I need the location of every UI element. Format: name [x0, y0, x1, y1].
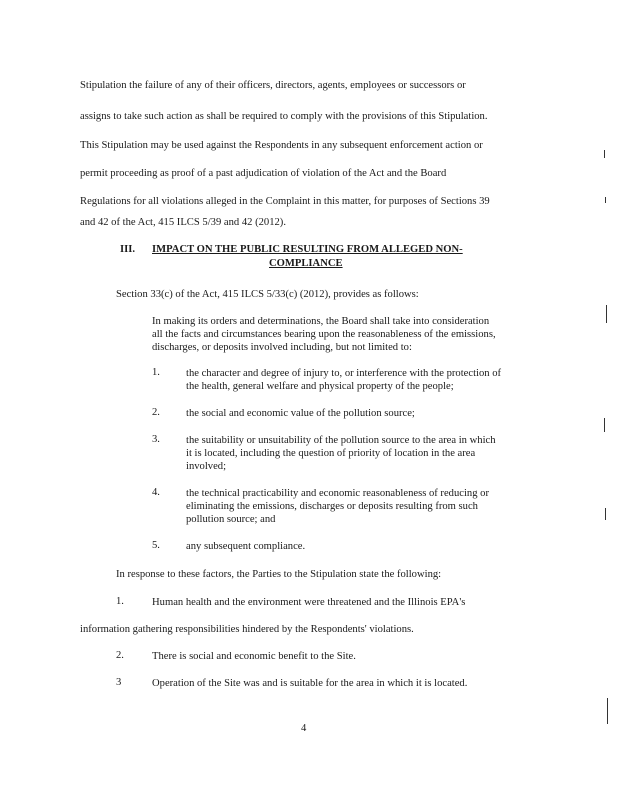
- response-number: 1.: [116, 596, 124, 607]
- response-number: 2.: [116, 650, 124, 661]
- quote-line: In making its orders and determinations, the Board shall take into consideration: [152, 316, 490, 327]
- factor-number: 3.: [152, 434, 160, 445]
- response-line: Operation of the Site was and is suitable for the area in which it is located.: [152, 678, 468, 689]
- factor-line: the health, general welfare and physical property of the people;: [186, 381, 454, 392]
- factor-line: the social and economic value of the pollution source;: [186, 408, 415, 419]
- section-title: IMPACT ON THE PUBLIC RESULTING FROM ALLEGED NON-: [152, 244, 463, 255]
- response-line: Human health and the environment were threatened and the Illinois EPA's: [152, 597, 466, 608]
- factor-line: it is located, including the question of priority of location in the area: [186, 448, 476, 459]
- margin-mark: [604, 418, 605, 432]
- paragraph-line: permit proceeding as proof of a past adjudication of violation of the Act and the Board: [80, 168, 447, 179]
- margin-mark: [605, 508, 606, 520]
- margin-mark: [605, 197, 606, 203]
- quote-line: discharges, or deposits involved including, but not limited to:: [152, 342, 412, 353]
- paragraph-line: and 42 of the Act, 415 ILCS 5/39 and 42 (2012).: [80, 217, 286, 228]
- factor-line: the technical practicability and economic reasonableness of reducing or: [186, 488, 489, 499]
- section-title-cont: COMPLIANCE: [269, 258, 343, 269]
- margin-mark: [606, 305, 607, 323]
- paragraph-line: assigns to take such action as shall be required to comply with the provisions of this Stipulation.: [80, 111, 488, 122]
- response-intro: In response to these factors, the Parties to the Stipulation state the following:: [116, 569, 442, 580]
- factor-number: 5.: [152, 540, 160, 551]
- factor-line: the character and degree of injury to, or interference with the protection of: [186, 368, 502, 379]
- factor-line: any subsequent compliance.: [186, 541, 306, 552]
- factor-number: 2.: [152, 407, 160, 418]
- factor-number: 1.: [152, 367, 160, 378]
- factor-line: pollution source; and: [186, 514, 276, 525]
- paragraph-line: Stipulation the failure of any of their officers, directors, agents, employees or successors or: [80, 80, 466, 91]
- response-line: There is social and economic benefit to the Site.: [152, 651, 356, 662]
- response-number: 3: [116, 677, 122, 688]
- paragraph-line: Regulations for all violations alleged in the Complaint in this matter, for purposes of Sections 39: [80, 196, 490, 207]
- factor-line: eliminating the emissions, discharges or deposits resulting from such: [186, 501, 478, 512]
- response-line: information gathering responsibilities hindered by the Respondents' violations.: [80, 624, 414, 635]
- section-number: III.: [120, 244, 136, 255]
- paragraph-line: This Stipulation may be used against the Respondents in any subsequent enforcement action or: [80, 140, 483, 151]
- factor-line: involved;: [186, 461, 227, 472]
- intro-text: Section 33(c) of the Act, 415 ILCS 5/33(c) (2012), provides as follows:: [116, 289, 419, 300]
- quote-line: all the facts and circumstances bearing upon the reasonableness of the emissions,: [152, 329, 496, 340]
- factor-line: the suitability or unsuitability of the pollution source to the area in which: [186, 435, 496, 446]
- factor-number: 4.: [152, 487, 160, 498]
- margin-mark: [604, 150, 605, 158]
- margin-mark: [607, 698, 608, 724]
- page-number: 4: [301, 723, 307, 734]
